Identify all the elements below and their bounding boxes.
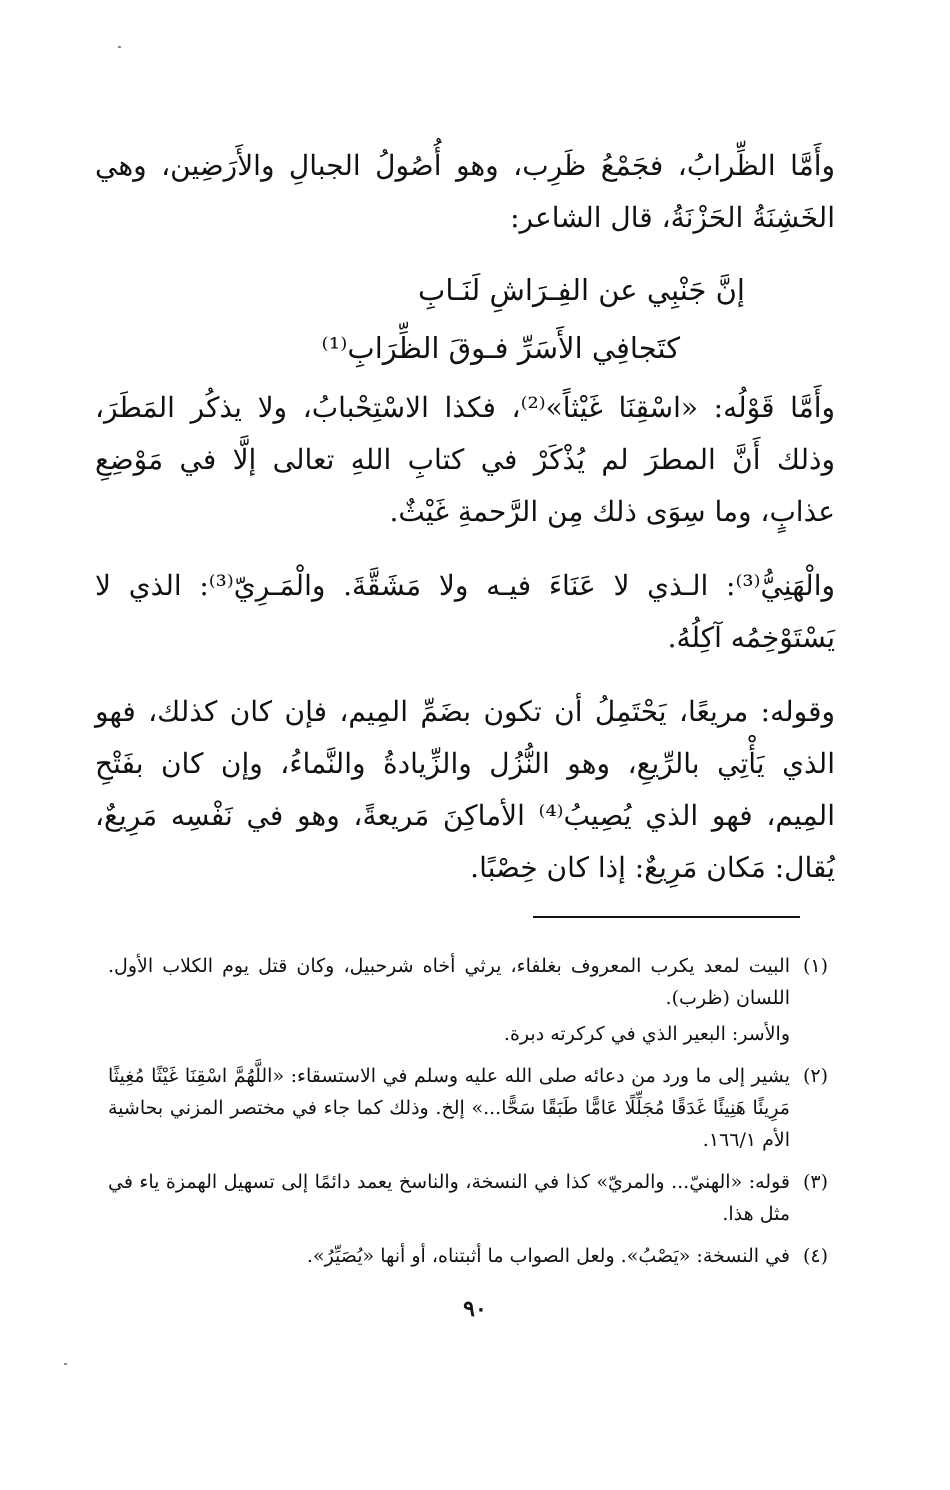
scan-speck [118,46,121,48]
scan-speck [64,1363,67,1365]
footnote-separator [533,916,800,918]
footnote-3 [108,1166,828,1230]
paragraph-hani: والْهَنِيُّ⁽³⁾: الـذي لا عَنَاءَ فيـه ولا مَشَقَّةَ. والْمَـرِيّ⁽³⁾: الذي لا يَسْتَوْخِمُه آكِلُهُ. [95,569,835,654]
verse-line-2: كتَجافِي الأَسَرِّ فـوقَ الظِّرَابِ⁽¹⁾ [321,331,680,365]
page-number: ٩٠ [463,1296,487,1322]
main-text-continued [95,382,835,894]
footnote-text: البيت لمعد يكرب المعروف بغلفاء، يرثي أخاه شرحبيل، وكان قتل يوم الكلاب الأول. اللسان (ظرب). [108,955,790,1009]
footnote-number: (٢) [802,1065,828,1087]
verse-line-1: إنَّ جَنْبِي عن الفِـرَاشِ لَنَـابِ [418,273,745,307]
footnote-number: (٤) [802,1245,828,1267]
footnote-text: يشير إلى ما ورد من دعائه صلى الله عليه وسلم في الاستسقاء: «اللَّهُمَّ اسْقِنَا غَيْثًا مُغِيثًا مَرِيئًا هَنِيئًا غَدَقًا مُجَلِّلًا عَامًّا طَبَقًا سَحًّا...» إلخ. وذلك كما جاء في مختصر المزني بحاشية الأم ١٦٦/١. [108,1065,790,1151]
footnote-text: في النسخة: «يَصْبُ». ولعل الصواب ما أثبتناه، أو أنها «يُصَيِّرُ». [306,1245,790,1267]
footnote-1 [108,950,828,1014]
footnote-text: قوله: «الهنيّ... والمريّ» كذا في النسخة، والناسخ يعمد دائمًا إلى تسهيل الهمزة ياء في مثل هذا. [108,1171,790,1225]
footnote-1-continuation [108,1018,828,1050]
paragraph-zirab: وأَمَّا الظِّرابُ، فجَمْعُ ظَرِب، وهو أُصُولُ الجبالِ والأَرَضِين، وهي الخَشِنَةُ الحَزْنَةُ، قال الشاعر: [95,149,835,234]
footnote-number: (١) [802,955,828,977]
footnotes [108,950,828,1282]
footnote-number: (٣) [802,1171,828,1193]
paragraph-mari: وقوله: مريعًا، يَحْتَمِلُ أن تكون بضَمِّ المِيم، فإن كان كذلك، فهو الذي يَأْتِي بالرِّيعِ، وهو النُّزُل والزِّيادةُ والنَّماءُ، وإن كان بفَتْحِ المِيم، فهو الذي يُصِيبُ⁽⁴⁾ الأماكِنَ مَريعةً، وهو في نَفْسِه مَرِيعٌ، يُقال: مَكان مَرِيعٌ: إذا كان خِصْبًا. [95,695,835,884]
footnote-2 [108,1060,828,1156]
paragraph-ghayth: وأَمَّا قَوْلُه: «اسْقِنَا غَيْثاً»⁽²⁾، فكذا الاسْتِحْبابُ، ولا يذكُر المَطَرَ، وذلك أَنَّ المطرَ لم يُذْكَرْ في كتابِ اللهِ تعالى إلَّا في مَوْضِعِ عذابٍ، وما سِوَى ذلك مِن الرَّحمةِ غَيْثٌ. [95,391,835,528]
footnote-extra-text: والأسر: البعير الذي في كركرته دبرة. [503,1023,790,1045]
main-text [95,140,835,244]
footnote-4 [108,1240,828,1272]
